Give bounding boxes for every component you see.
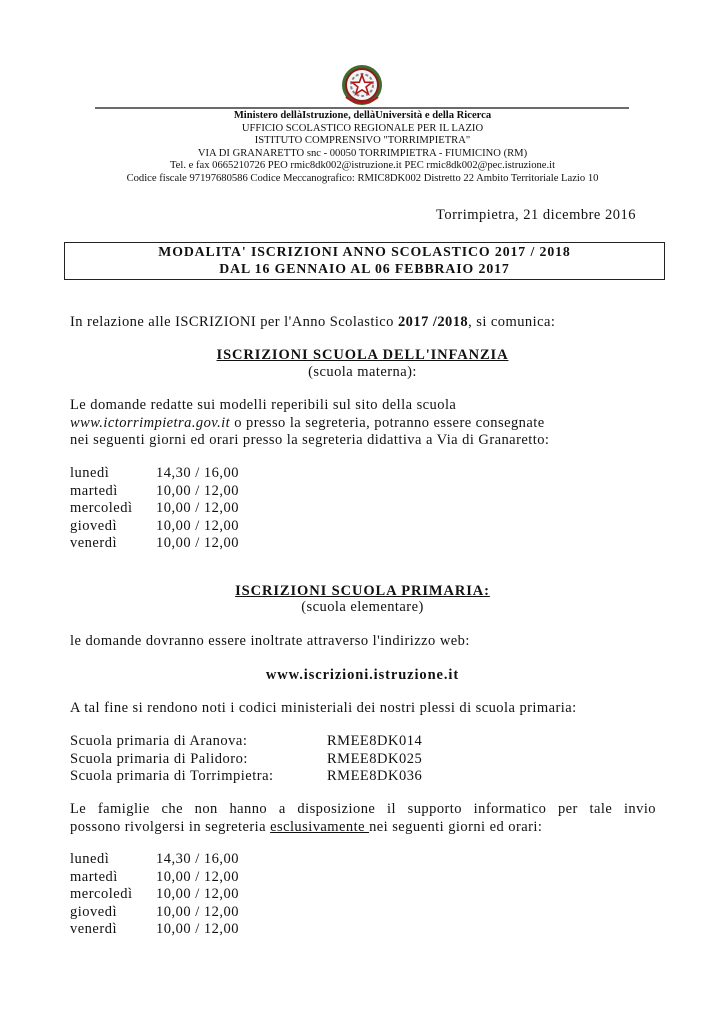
schedule-hours: 10,00 / 12,00 (156, 500, 240, 516)
schedule-hours: 10,00 / 12,00 (156, 886, 240, 902)
infanzia-line-2-rest: o presso la segreteria, potranno essere consegnate (230, 415, 545, 431)
section-title-infanzia: ISCRIZIONI SCUOLA DELL'INFANZIA (216, 347, 509, 363)
document-title-box (64, 242, 665, 280)
iscrizioni-url-link[interactable]: www.iscrizioni.istruzione.it (265, 667, 460, 683)
school-website-link[interactable]: www.ictorrimpietra.gov.it (70, 415, 231, 431)
infanzia-line-1: Le domande redatte sui modelli reperibili sul sito della scuola (70, 397, 457, 413)
letterhead-contacts: Tel. e fax 0665210726 PEO rmic8dk002@istruzione.it PEC rmic8dk002@pec.istruzione.it (169, 160, 556, 172)
section-subtitle-primaria: (scuola elementare) (301, 599, 424, 615)
schedule-hours: 10,00 / 12,00 (156, 482, 240, 499)
document-date: Torrimpietra, 21 dicembre 2016 (435, 207, 636, 223)
schedule-row (70, 869, 239, 887)
schedule-day: mercoledì (70, 886, 133, 902)
schedule-day: giovedì (70, 517, 117, 534)
school-codes-list (70, 733, 422, 786)
intro-paragraph (70, 313, 555, 331)
plesso-name: Scuola primaria di Torrimpietra: (70, 768, 274, 784)
schedule-hours: 14,30 / 16,00 (156, 465, 240, 481)
header-divider (95, 107, 629, 109)
schedule-row (70, 904, 239, 922)
letterhead-ministry: Ministero dellàIstruzione, dellàUniversità e della Ricerca (233, 110, 492, 121)
primaria-schedule (70, 851, 239, 939)
schedule-row (70, 886, 239, 904)
plesso-code: RMEE8DK014 (327, 733, 423, 749)
schedule-row (70, 518, 239, 536)
list-item (70, 768, 422, 786)
schedule-row (70, 851, 239, 869)
schedule-row (70, 921, 239, 939)
schedule-hours: 14,30 / 16,00 (156, 851, 240, 867)
plesso-name: Scuola primaria di Palidoro: (70, 750, 248, 767)
title-line-1: MODALITA' ISCRIZIONI ANNO SCOLASTICO 2017 / 2018 (158, 244, 571, 259)
schedule-row (70, 535, 239, 553)
schedule-row (70, 500, 239, 518)
schedule-row (70, 465, 239, 483)
schedule-day: mercoledì (70, 500, 133, 516)
codes-intro: A tal fine si rendono noti i codici ministeriali dei nostri plessi di scuola primaria: (70, 700, 577, 716)
schedule-day: venerdì (70, 535, 117, 551)
families-text-before: possono rivolgersi in segreteria (70, 819, 271, 835)
families-emphasis: esclusivamente (270, 819, 370, 835)
plesso-code: RMEE8DK025 (327, 750, 423, 767)
schedule-hours: 10,00 / 12,00 (156, 921, 240, 937)
schedule-hours: 10,00 / 12,00 (156, 535, 240, 551)
schedule-hours: 10,00 / 12,00 (156, 903, 240, 920)
schedule-day: venerdì (70, 921, 117, 937)
infanzia-schedule (70, 465, 239, 553)
infanzia-line-3: nei seguenti giorni ed orari presso la segreteria didattiva a Via di Granaretto: (70, 432, 550, 448)
list-item (70, 733, 422, 751)
list-item (70, 751, 422, 769)
schedule-day: martedì (70, 868, 118, 885)
schedule-day: lunedì (70, 851, 110, 867)
plesso-code: RMEE8DK036 (327, 768, 423, 784)
title-line-2: DAL 16 GENNAIO AL 06 FEBBRAIO 2017 (219, 261, 510, 276)
intro-text-before: In relazione alle ISCRIZIONI per l'Anno Scolastico (70, 314, 398, 330)
intro-text-after: , si comunica: (468, 314, 556, 330)
letterhead-institute: ISTITUTO COMPRENSIVO "TORRIMPIETRA" (254, 135, 471, 147)
primaria-line-1: le domande dovranno essere inoltrate attraverso l'indirizzo web: (70, 633, 470, 649)
italian-republic-emblem-icon (340, 63, 384, 107)
schedule-day: giovedì (70, 903, 117, 920)
letterhead-office: UFFICIO SCOLASTICO REGIONALE PER IL LAZIO (241, 122, 484, 134)
infanzia-line-2 (70, 414, 545, 432)
letterhead (0, 110, 725, 186)
schedule-hours: 10,00 / 12,00 (156, 517, 240, 534)
letterhead-address: VIA DI GRANARETTO snc - 00050 TORRIMPIETRA - FIUMICINO (RM) (197, 147, 528, 159)
schedule-day: martedì (70, 482, 118, 499)
families-line-1: Le famiglie che non hanno a disposizione il supporto informatico per tale invio (70, 801, 656, 817)
plesso-name: Scuola primaria di Aranova: (70, 733, 248, 749)
letterhead-codes: Codice fiscale 97197680586 Codice Meccanografico: RMIC8DK002 Distretto 22 Ambito Territoriale Lazio 10 (126, 172, 599, 184)
section-title-primaria: ISCRIZIONI SCUOLA PRIMARIA: (235, 583, 490, 599)
section-subtitle-infanzia: (scuola materna): (308, 364, 417, 380)
families-line-2 (70, 818, 542, 836)
schedule-row (70, 483, 239, 501)
families-text-after: nei seguenti giorni ed orari: (369, 819, 543, 835)
schedule-day: lunedì (70, 465, 110, 481)
intro-year: 2017 /2018 (397, 314, 469, 330)
schedule-hours: 10,00 / 12,00 (156, 868, 240, 885)
